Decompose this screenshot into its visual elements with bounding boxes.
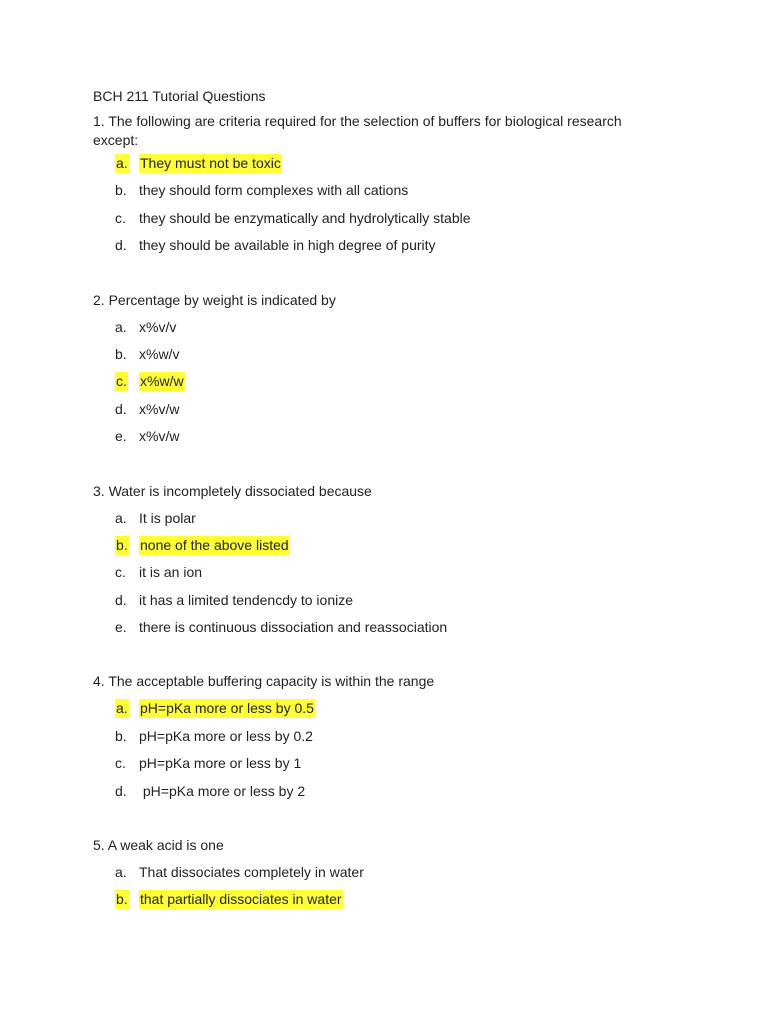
highlighted-answer-text: that partially dissociates in water [140,891,342,908]
option-text: there is continuous dissociation and reassociation [139,619,448,636]
option-list [93,863,653,918]
answer-option [93,372,653,399]
option-letter: b. [116,891,128,908]
option-text: they should be enzymatically and hydrolytically stable [139,209,471,226]
highlighted-answer-text: pH=pKa more or less by 0.5 [140,700,314,717]
option-letter: d. [115,237,127,254]
answer-option [93,782,653,809]
question-5 [93,836,653,918]
answer-option [93,427,653,454]
option-text: it has a limited tendencdy to ionize [139,591,354,608]
answer-option [93,400,653,427]
option-letter: b. [115,727,127,744]
answer-option [93,618,653,645]
option-letter: a. [116,700,128,717]
answer-option [93,236,653,263]
option-list [93,154,653,264]
answer-option [93,727,653,754]
answer-option [93,754,653,781]
highlighted-answer-text: x%w/w [140,373,184,390]
answer-option [93,699,653,726]
option-letter: e. [115,428,127,445]
answer-option [93,181,653,208]
document-page [93,86,653,918]
option-text: It is polar [139,509,196,526]
option-text: pH=pKa more or less by 2 [139,782,306,799]
option-letter: c. [115,564,126,581]
question-stem: 4. The acceptable buffering capacity is within the range [93,673,435,690]
option-letter: d. [115,782,127,799]
question-1 [93,112,653,291]
question-list [93,112,653,918]
highlighted-answer-text: They must not be toxic [140,155,281,171]
option-text: they should be available in high degree of purity [139,237,436,254]
question-4 [93,672,653,836]
option-letter: b. [116,536,128,553]
option-letter: b. [115,345,127,362]
answer-option [93,345,653,372]
answer-option [93,863,653,890]
option-letter: c. [116,373,127,390]
answer-option [93,509,653,536]
option-letter: a. [116,155,128,171]
option-list [93,318,653,455]
option-letter: e. [115,619,127,636]
answer-option [93,318,653,345]
question-stem: 1. The following are criteria required for the selection of buffers for biological research except: [93,113,622,148]
option-text: x%v/w [139,400,180,417]
question-stem: 3. Water is incompletely dissociated because [93,482,372,499]
option-letter: b. [115,182,127,199]
option-letter: a. [115,864,127,881]
answer-option [93,209,653,236]
option-list [93,699,653,809]
document-title: BCH 211 Tutorial Questions [93,88,266,104]
answer-option [93,563,653,590]
question-stem: 5. A weak acid is one [93,837,224,854]
option-text: pH=pKa more or less by 1 [139,755,302,772]
option-letter: c. [115,755,126,772]
question-spacer [93,264,653,291]
question-spacer [93,809,653,836]
option-text: x%v/w [139,428,180,445]
answer-option [93,890,653,917]
option-text: it is an ion [139,564,203,581]
option-letter: d. [115,400,127,417]
option-letter: a. [115,318,127,335]
option-letter: a. [115,509,127,526]
answer-option [93,536,653,563]
option-text: pH=pKa more or less by 0.2 [139,727,313,744]
highlighted-answer-text: none of the above listed [140,536,289,553]
question-spacer [93,645,653,672]
option-text: they should form complexes with all cations [139,182,409,199]
option-letter: c. [115,209,126,226]
answer-option [93,591,653,618]
question-spacer [93,455,653,482]
option-text: x%w/v [139,345,180,362]
option-letter: d. [115,591,127,608]
option-list [93,509,653,646]
option-text: That dissociates completely in water [139,864,364,881]
question-3 [93,482,653,673]
answer-option [93,154,653,181]
question-stem: 2. Percentage by weight is indicated by [93,291,336,308]
question-2 [93,291,653,482]
option-text: x%v/v [139,318,177,335]
